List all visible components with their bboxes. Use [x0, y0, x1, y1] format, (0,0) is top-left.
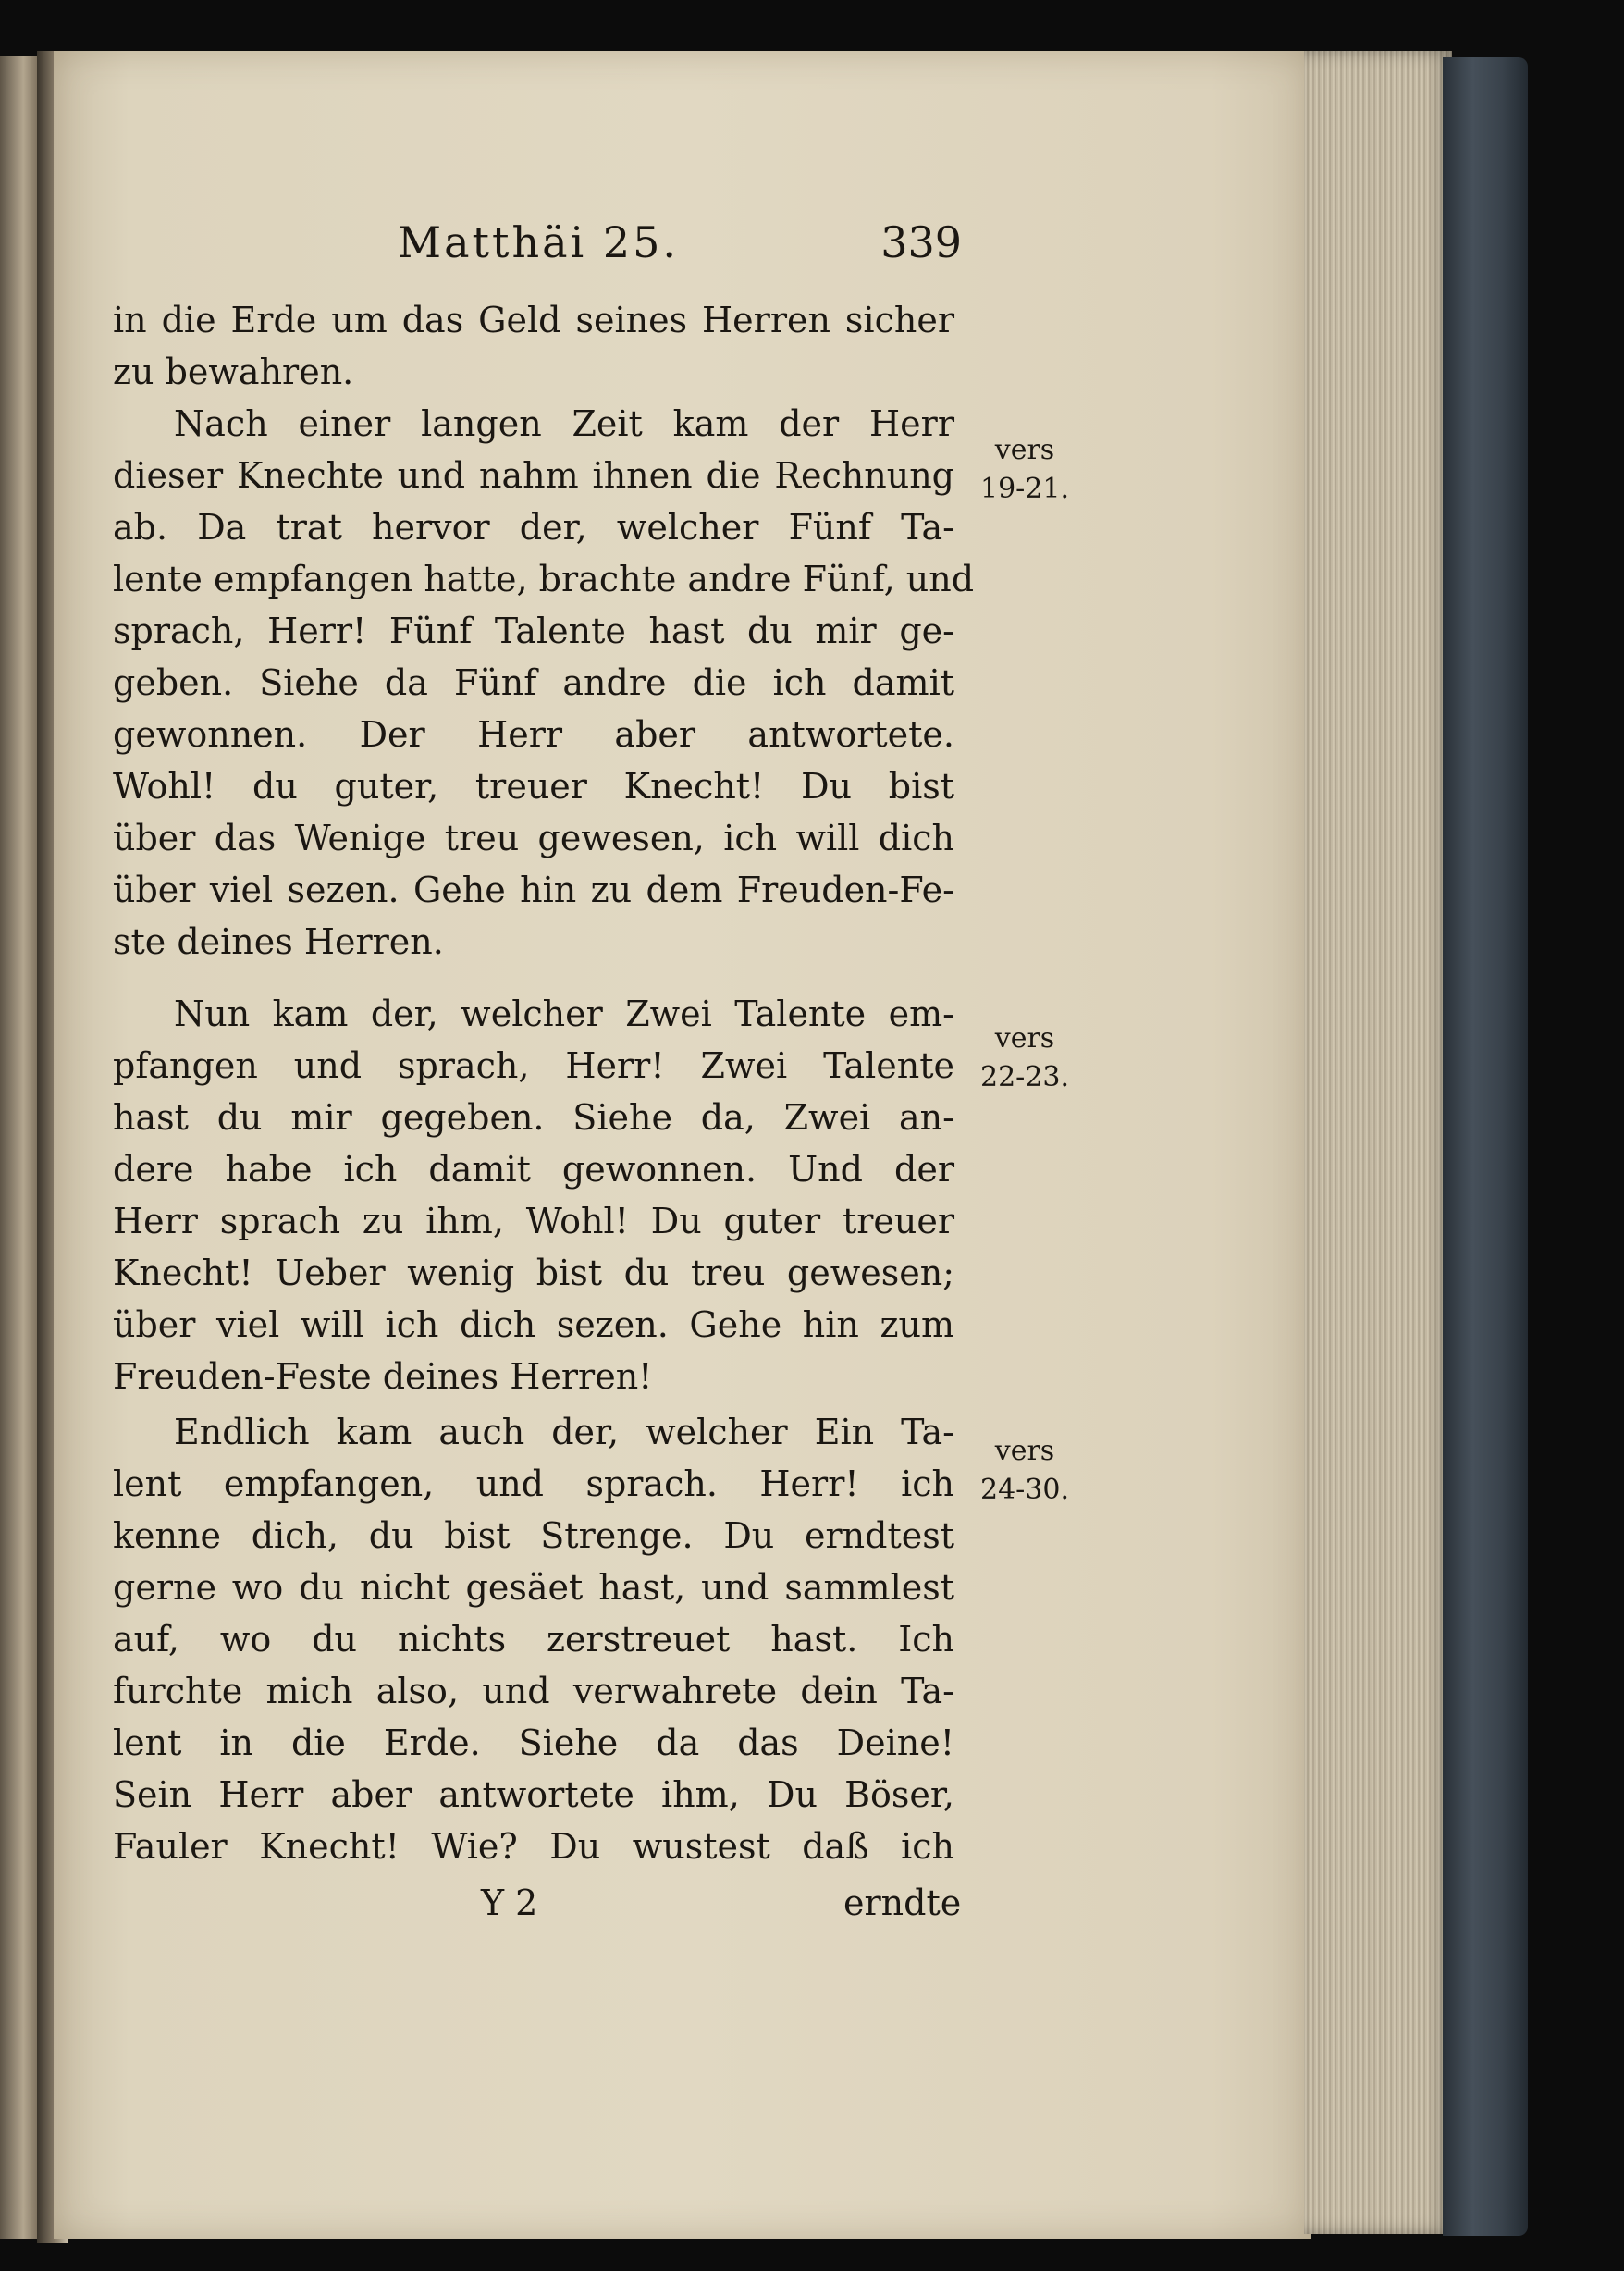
text-line: Herr sprach zu ihm, Wohl! Du guter treuer: [113, 1201, 954, 1241]
text-line: über das Wenige treu gewesen, ich will dich: [113, 818, 954, 858]
text-line: Fauler Knecht! Wie? Du wustest daß ich: [113, 1826, 954, 1867]
text-line: hast du mir gegeben. Siehe da, Zwei an-: [113, 1097, 954, 1138]
text-line: gerne wo du nicht gesäet hast, und sammlest: [113, 1567, 954, 1608]
text-line: ste deines Herren.: [113, 921, 444, 962]
text-line: über viel will ich dich sezen. Gehe hin zum: [113, 1304, 954, 1345]
margin-note-range: 24-30.: [979, 1474, 1070, 1506]
text-line: dere habe ich damit gewonnen. Und der: [113, 1149, 954, 1190]
margin-note-range: 22-23.: [979, 1061, 1070, 1093]
text-line: lente empfangen hatte, brachte andre Fünf, und: [113, 559, 975, 599]
text-line: Endlich kam auch der, welcher Ein Ta-: [174, 1412, 954, 1452]
text-line: über viel sezen. Gehe hin zu dem Freuden-Fe-: [113, 870, 954, 910]
text-line: auf, wo du nichts zerstreuet hast. Ich: [113, 1619, 954, 1660]
text-line: Wohl! du guter, treuer Knecht! Du bist: [113, 766, 954, 807]
margin-note-range: 19-21.: [979, 473, 1070, 505]
text-line: zu bewahren.: [113, 352, 354, 392]
text-line: ab. Da trat hervor der, welcher Fünf Ta-: [113, 507, 954, 548]
text-line: gewonnen. Der Herr aber antwortete.: [113, 714, 954, 755]
text-line: Freuden-Feste deines Herren!: [113, 1356, 653, 1397]
text-line: in die Erde um das Geld seines Herren sicher: [113, 300, 954, 340]
text-line: sprach, Herr! Fünf Talente hast du mir ge-: [113, 611, 954, 651]
text-line: furchte mich also, und verwahrete dein Ta-: [113, 1671, 954, 1711]
text-line: Nun kam der, welcher Zwei Talente em-: [174, 994, 954, 1034]
text-line: kenne dich, du bist Strenge. Du erndtest: [113, 1515, 954, 1556]
text-line: dieser Knechte und nahm ihnen die Rechnung: [113, 455, 954, 496]
text-line: pfangen und sprach, Herr! Zwei Talente: [113, 1045, 954, 1086]
text-line: Sein Herr aber antwortete ihm, Du Böser,: [113, 1774, 954, 1815]
text-line: lent in die Erde. Siehe da das Deine!: [113, 1722, 954, 1763]
running-head: Matthäi 25.: [398, 217, 680, 267]
signature-mark: Y 2: [481, 1882, 538, 1923]
text-line: Nach einer langen Zeit kam der Herr: [174, 403, 954, 444]
text-line: lent empfangen, und sprach. Herr! ich: [113, 1463, 954, 1504]
book-cover: [1443, 57, 1528, 2236]
margin-note-label: vers: [994, 1435, 1055, 1467]
page-block-edges: [1304, 51, 1452, 2234]
catchword: erndte: [843, 1882, 962, 1923]
page-number: 339: [880, 217, 962, 267]
text-line: Knecht! Ueber wenig bist du treu gewesen;: [113, 1253, 954, 1293]
text-line: geben. Siehe da Fünf andre die ich damit: [113, 662, 954, 703]
margin-note-label: vers: [994, 434, 1055, 466]
margin-note-label: vers: [994, 1022, 1055, 1055]
